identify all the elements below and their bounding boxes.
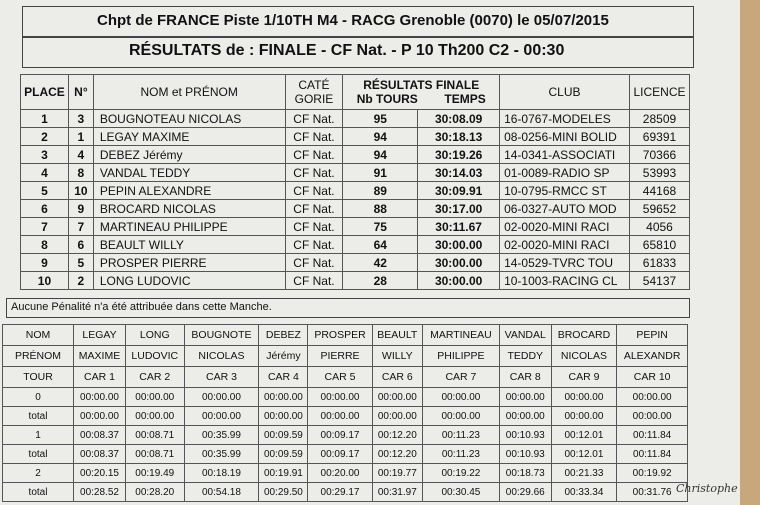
lap-row [3,388,688,407]
category-cell: CF Nat. [285,200,343,218]
lap-time-cell: 00:09.17 [308,426,372,445]
driver-prenom-cell: PIERRE [308,346,372,367]
col-category [285,75,343,110]
time-cell: 30:17.00 [418,200,500,218]
lap-time-cell: 00:00.00 [617,407,688,426]
licence-cell: 69391 [629,128,689,146]
lap-time-cell: 00:10.93 [499,426,551,445]
lap-time-cell: 00:19.22 [422,464,499,483]
col-club: CLUB [500,75,630,110]
driver-car-cell: CAR 4 [259,367,308,388]
results-title: RÉSULTATS de : FINALE - CF Nat. - P 10 Th200 C2 - 00:30 [129,42,565,59]
club-cell: 02-0020-MINI RACI [500,236,630,254]
category-cell: CF Nat. [285,146,343,164]
results-row [21,254,690,272]
lap-time-cell: 00:31.97 [372,483,422,502]
laps-cell: 89 [343,182,418,200]
lap-time-cell: 00:29.50 [259,483,308,502]
driver-car-cell: CAR 8 [499,367,551,388]
place-cell: 5 [21,182,69,200]
results-row [21,236,690,254]
time-cell: 30:00.00 [418,272,500,290]
lap-label-header: PRÉNOM [3,346,74,367]
laps-cell: 42 [343,254,418,272]
results-row [21,146,690,164]
place-cell: 6 [21,200,69,218]
lap-header-row [3,367,688,388]
results-row [21,128,690,146]
lap-time-cell: 00:30.45 [422,483,499,502]
number-cell: 9 [68,200,93,218]
place-cell: 2 [21,128,69,146]
lap-time-cell: 00:19.49 [126,464,184,483]
laps-cell: 88 [343,200,418,218]
laps-cell: 75 [343,218,418,236]
name-cell: MARTINEAU PHILIPPE [93,218,285,236]
results-row [21,110,690,128]
place-cell: 7 [21,218,69,236]
place-cell: 1 [21,110,69,128]
lap-time-cell: 00:00.00 [422,388,499,407]
lap-time-cell: 00:18.73 [499,464,551,483]
event-header [22,6,694,38]
col-time: TEMPS [444,92,486,106]
lap-times-table [2,324,688,502]
lap-time-cell: 00:09.59 [259,426,308,445]
lap-time-cell: 00:08.71 [126,426,184,445]
category-cell: CF Nat. [285,254,343,272]
club-cell: 08-0256-MINI BOLID [500,128,630,146]
lap-number-cell: 2 [3,464,74,483]
lap-time-cell: 00:12.01 [551,426,617,445]
category-cell: CF Nat. [285,272,343,290]
time-cell: 30:00.00 [418,254,500,272]
col-place: PLACE [21,75,69,110]
category-cell: CF Nat. [285,218,343,236]
club-cell: 10-0795-RMCC ST [500,182,630,200]
lap-time-cell: 00:28.52 [74,483,126,502]
lap-time-cell: 00:11.84 [617,445,688,464]
name-cell: LEGAY MAXIME [93,128,285,146]
lap-time-cell: 00:35.99 [184,445,259,464]
driver-car-cell: CAR 1 [74,367,126,388]
lap-time-cell: 00:00.00 [372,407,422,426]
time-cell: 30:00.00 [418,236,500,254]
lap-time-cell: 00:00.00 [126,388,184,407]
driver-car-cell: CAR 3 [184,367,259,388]
lap-time-cell: 00:00.00 [422,407,499,426]
lap-time-cell: 00:00.00 [372,388,422,407]
name-cell: BEAULT WILLY [93,236,285,254]
driver-nom-cell: BEAULT [372,325,422,346]
club-cell: 02-0020-MINI RACI [500,218,630,236]
lap-time-cell: 00:11.84 [617,426,688,445]
laps-cell: 28 [343,272,418,290]
lap-time-cell: 00:20.15 [74,464,126,483]
licence-cell: 59652 [629,200,689,218]
lap-number-cell: 0 [3,388,74,407]
driver-nom-cell: DEBEZ [259,325,308,346]
name-cell: PROSPER PIERRE [93,254,285,272]
time-cell: 30:09.91 [418,182,500,200]
penalty-note: Aucune Pénalité n'a été attribuée dans cette Manche. [11,301,272,313]
driver-car-cell: CAR 2 [126,367,184,388]
lap-time-cell: 00:00.00 [126,407,184,426]
category-cell: CF Nat. [285,164,343,182]
lap-time-cell: 00:00.00 [259,388,308,407]
lap-time-cell: 00:00.00 [184,407,259,426]
signature: Christophe [676,482,738,495]
driver-car-cell: CAR 6 [372,367,422,388]
lap-time-cell: 00:00.00 [499,407,551,426]
licence-cell: 61833 [629,254,689,272]
licence-cell: 4056 [629,218,689,236]
results-table [20,74,690,290]
laps-cell: 94 [343,128,418,146]
driver-car-cell: CAR 10 [617,367,688,388]
time-cell: 30:18.13 [418,128,500,146]
results-row [21,272,690,290]
name-cell: PEPIN ALEXANDRE [93,182,285,200]
number-cell: 6 [68,236,93,254]
club-cell: 14-0341-ASSOCIATI [500,146,630,164]
results-header [22,36,694,68]
lap-time-cell: 00:33.34 [551,483,617,502]
event-title: Chpt de FRANCE Piste 1/10TH M4 - RACG Grenoble (0070) le 05/07/2015 [97,12,609,29]
lap-times-body [3,325,688,502]
driver-prenom-cell: LUDOVIC [126,346,184,367]
driver-nom-cell: PROSPER [308,325,372,346]
lap-time-cell: 00:19.91 [259,464,308,483]
lap-time-cell: 00:20.00 [308,464,372,483]
lap-header-row [3,325,688,346]
driver-nom-cell: LONG [126,325,184,346]
driver-prenom-cell: NICOLAS [184,346,259,367]
lap-row [3,407,688,426]
club-cell: 06-0327-AUTO MOD [500,200,630,218]
driver-nom-cell: LEGAY [74,325,126,346]
lap-time-cell: 00:28.20 [126,483,184,502]
time-cell: 30:11.67 [418,218,500,236]
name-cell: DEBEZ Jérémy [93,146,285,164]
club-cell: 16-0767-MODELES [500,110,630,128]
number-cell: 4 [68,146,93,164]
driver-car-cell: CAR 5 [308,367,372,388]
place-cell: 4 [21,164,69,182]
results-row [21,200,690,218]
laps-cell: 95 [343,110,418,128]
lap-time-cell: 00:00.00 [551,407,617,426]
driver-prenom-cell: WILLY [372,346,422,367]
col-final-label: RÉSULTATS FINALE [363,78,480,92]
time-cell: 30:14.03 [418,164,500,182]
licence-cell: 65810 [629,236,689,254]
lap-time-cell: 00:00.00 [184,388,259,407]
driver-nom-cell: BROCARD [551,325,617,346]
lap-time-cell: 00:00.00 [74,388,126,407]
name-cell: LONG LUDOVIC [93,272,285,290]
lap-number-cell: total [3,445,74,464]
lap-row [3,445,688,464]
number-cell: 1 [68,128,93,146]
lap-header-row [3,346,688,367]
category-cell: CF Nat. [285,128,343,146]
lap-time-cell: 00:08.37 [74,426,126,445]
lap-time-cell: 00:00.00 [551,388,617,407]
licence-cell: 28509 [629,110,689,128]
category-cell: CF Nat. [285,110,343,128]
number-cell: 7 [68,218,93,236]
lap-time-cell: 00:21.33 [551,464,617,483]
driver-nom-cell: BOUGNOTE [184,325,259,346]
club-cell: 10-1003-RACING CL [500,272,630,290]
lap-time-cell: 00:12.20 [372,426,422,445]
driver-nom-cell: PEPIN [617,325,688,346]
time-cell: 30:08.09 [418,110,500,128]
lap-time-cell: 00:00.00 [617,388,688,407]
driver-nom-cell: VANDAL [499,325,551,346]
licence-cell: 54137 [629,272,689,290]
lap-time-cell: 00:35.99 [184,426,259,445]
results-row [21,218,690,236]
number-cell: 3 [68,110,93,128]
lap-time-cell: 00:10.93 [499,445,551,464]
number-cell: 8 [68,164,93,182]
lap-time-cell: 00:29.66 [499,483,551,502]
laps-cell: 91 [343,164,418,182]
col-category-line1: CATÉ [298,78,330,92]
col-num: N° [68,75,93,110]
lap-time-cell: 00:00.00 [308,407,372,426]
lap-time-cell: 00:18.19 [184,464,259,483]
place-cell: 3 [21,146,69,164]
lap-row [3,483,688,502]
lap-time-cell: 00:19.92 [617,464,688,483]
lap-time-cell: 00:08.71 [126,445,184,464]
results-body [21,110,690,290]
col-final-results [343,75,500,110]
driver-prenom-cell: MAXIME [74,346,126,367]
laps-cell: 94 [343,146,418,164]
number-cell: 2 [68,272,93,290]
col-category-line2: GORIE [294,92,334,106]
lap-row [3,426,688,445]
driver-prenom-cell: PHILIPPE [422,346,499,367]
results-row [21,182,690,200]
lap-time-cell: 00:11.23 [422,426,499,445]
driver-car-cell: CAR 9 [551,367,617,388]
name-cell: BOUGNOTEAU NICOLAS [93,110,285,128]
lap-time-cell: 00:12.01 [551,445,617,464]
name-cell: VANDAL TEDDY [93,164,285,182]
lap-time-cell: 00:09.17 [308,445,372,464]
licence-cell: 44168 [629,182,689,200]
lap-time-cell: 00:19.77 [372,464,422,483]
lap-time-cell: 00:00.00 [74,407,126,426]
col-laps: Nb TOURS [356,92,418,106]
lap-time-cell: 00:11.23 [422,445,499,464]
driver-car-cell: CAR 7 [422,367,499,388]
time-cell: 30:19.26 [418,146,500,164]
place-cell: 8 [21,236,69,254]
penalty-note-box [6,298,690,318]
place-cell: 10 [21,272,69,290]
club-cell: 01-0089-RADIO SP [500,164,630,182]
driver-prenom-cell: Jérémy [259,346,308,367]
club-cell: 14-0529-TVRC TOU [500,254,630,272]
results-row [21,164,690,182]
lap-label-header: NOM [3,325,74,346]
lap-number-cell: total [3,407,74,426]
lap-number-cell: 1 [3,426,74,445]
driver-prenom-cell: ALEXANDR [617,346,688,367]
lap-time-cell: 00:31.76 [617,483,688,502]
category-cell: CF Nat. [285,236,343,254]
lap-time-cell: 00:08.37 [74,445,126,464]
col-name: NOM et PRÉNOM [93,75,285,110]
lap-number-cell: total [3,483,74,502]
number-cell: 5 [68,254,93,272]
lap-time-cell: 00:12.20 [372,445,422,464]
lap-row [3,464,688,483]
place-cell: 9 [21,254,69,272]
lap-time-cell: 00:29.17 [308,483,372,502]
col-licence: LICENCE [629,75,689,110]
lap-time-cell: 00:00.00 [259,407,308,426]
driver-prenom-cell: NICOLAS [551,346,617,367]
number-cell: 10 [68,182,93,200]
driver-prenom-cell: TEDDY [499,346,551,367]
driver-nom-cell: MARTINEAU [422,325,499,346]
lap-time-cell: 00:54.18 [184,483,259,502]
name-cell: BROCARD NICOLAS [93,200,285,218]
licence-cell: 53993 [629,164,689,182]
lap-time-cell: 00:00.00 [308,388,372,407]
laps-cell: 64 [343,236,418,254]
lap-label-header: TOUR [3,367,74,388]
category-cell: CF Nat. [285,182,343,200]
lap-time-cell: 00:09.59 [259,445,308,464]
licence-cell: 70366 [629,146,689,164]
lap-time-cell: 00:00.00 [499,388,551,407]
